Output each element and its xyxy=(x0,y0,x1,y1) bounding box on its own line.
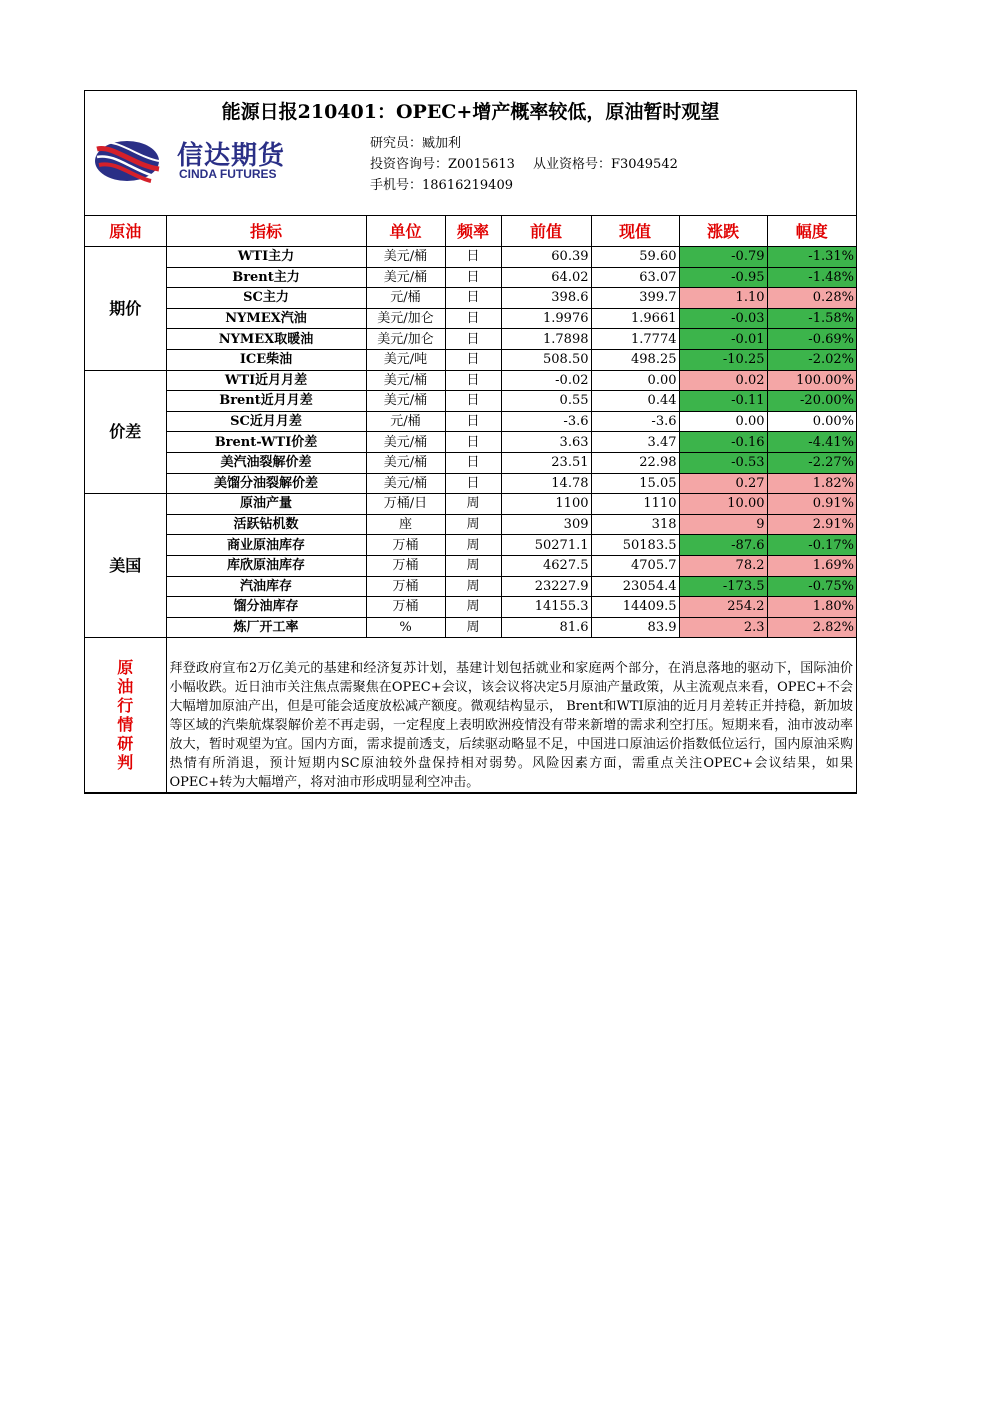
indicator-name: Brent主力 xyxy=(166,267,366,288)
unit-cell: 万桶 xyxy=(366,597,445,618)
frequency-cell: 日 xyxy=(445,473,501,494)
frequency-cell: 日 xyxy=(445,247,501,268)
change-value: 2.3 xyxy=(679,617,767,638)
indicator-name: 商业原油库存 xyxy=(166,535,366,556)
table-header-row xyxy=(85,216,856,247)
indicator-name: SC近月月差 xyxy=(166,411,366,432)
change-percent: 2.82% xyxy=(767,617,856,638)
change-percent: -2.27% xyxy=(767,452,856,473)
unit-cell: 美元/吨 xyxy=(366,349,445,370)
current-value: 22.98 xyxy=(591,452,679,473)
table-row xyxy=(85,349,856,370)
frequency-cell: 周 xyxy=(445,617,501,638)
change-percent: 0.28% xyxy=(767,288,856,309)
change-value: 1.10 xyxy=(679,288,767,309)
change-percent: -1.31% xyxy=(767,247,856,268)
frequency-cell: 日 xyxy=(445,308,501,329)
change-percent: 100.00% xyxy=(767,370,856,391)
table-row xyxy=(85,535,856,556)
change-percent: -0.17% xyxy=(767,535,856,556)
table-row xyxy=(85,597,856,618)
researcher-line: 研究员：臧加利 xyxy=(370,136,462,151)
table-row xyxy=(85,494,856,515)
company-logo xyxy=(93,135,303,185)
change-value: 0.27 xyxy=(679,473,767,494)
table-row xyxy=(85,329,856,350)
indicator-name: 原油产量 xyxy=(166,494,366,515)
previous-value: 1.7898 xyxy=(501,329,591,350)
indicator-name: SC主力 xyxy=(166,288,366,309)
previous-value: 1100 xyxy=(501,494,591,515)
table-row xyxy=(85,555,856,576)
change-value: -0.95 xyxy=(679,267,767,288)
analysis-text: 拜登政府宣布2万亿美元的基建和经济复苏计划，基建计划包括就业和家庭两个部分，在消息落地的驱动下，国际油价小幅收跌。近日油市关注焦点需聚焦在OPEC+会议，该会议将决定5月原油产量政策，从主流观点来看，OPEC+不会大幅增加原油产出，但是可能会适度放松减产额度。微观结构显示， Brent和WTI原油的近月月差转正并持稳，新加坡等区域的汽柴航煤裂解价差不再走弱，一定程度上表明欧洲疫情没有带来新增的需求利空打压。短期来看，油市波动率放大，暂时观望为宜。国内方面，需求提前透支，后续驱动略显不足，中国进口原油运价指数低位运行，国内原油采购热情有所消退，预计短期内SC原油较外盘保持相对弱势。风险因素方面，需重点关注OPEC+会议结果，如果OPEC+转为大幅增产，将对油市形成明显利空冲击。 xyxy=(166,638,856,793)
report-title: 能源日报210401：OPEC+增产概率较低，原油暂时观望 xyxy=(221,101,720,123)
frequency-cell: 日 xyxy=(445,267,501,288)
indicator-name: ICE柴油 xyxy=(166,349,366,370)
current-value: 63.07 xyxy=(591,267,679,288)
previous-value: 398.6 xyxy=(501,288,591,309)
change-value: -0.03 xyxy=(679,308,767,329)
change-percent: -4.41% xyxy=(767,432,856,453)
unit-cell: 万桶 xyxy=(366,576,445,597)
unit-cell: 美元/桶 xyxy=(366,247,445,268)
indicator-name: NYMEX取暖油 xyxy=(166,329,366,350)
logo-text-cn: 信达期货 xyxy=(177,141,286,171)
frequency-cell: 日 xyxy=(445,411,501,432)
current-value: -3.6 xyxy=(591,411,679,432)
change-value: -87.6 xyxy=(679,535,767,556)
column-header: 单位 xyxy=(366,216,445,247)
previous-value: -3.6 xyxy=(501,411,591,432)
cinda-logo-icon xyxy=(93,135,163,185)
change-value: 9 xyxy=(679,514,767,535)
unit-cell: 美元/加仑 xyxy=(366,329,445,350)
frequency-cell: 日 xyxy=(445,288,501,309)
change-value: 0.00 xyxy=(679,411,767,432)
change-value: -0.16 xyxy=(679,432,767,453)
frequency-cell: 日 xyxy=(445,452,501,473)
change-percent: -0.69% xyxy=(767,329,856,350)
frequency-cell: 日 xyxy=(445,349,501,370)
table-row xyxy=(85,473,856,494)
indicator-name: 库欣原油库存 xyxy=(166,555,366,576)
frequency-cell: 日 xyxy=(445,432,501,453)
previous-value: 14.78 xyxy=(501,473,591,494)
change-value: -0.01 xyxy=(679,329,767,350)
previous-value: 3.63 xyxy=(501,432,591,453)
change-percent: -20.00% xyxy=(767,391,856,412)
change-percent: 1.80% xyxy=(767,597,856,618)
previous-value: 81.6 xyxy=(501,617,591,638)
qualification-number: 从业资格号：F3049542 xyxy=(532,157,678,172)
current-value: 3.47 xyxy=(591,432,679,453)
column-header: 原油 xyxy=(85,216,166,247)
unit-cell: 万桶 xyxy=(366,555,445,576)
column-header: 幅度 xyxy=(767,216,856,247)
change-value: -173.5 xyxy=(679,576,767,597)
previous-value: 4627.5 xyxy=(501,555,591,576)
report-sheet xyxy=(84,90,857,794)
table-row xyxy=(85,247,856,268)
frequency-cell: 周 xyxy=(445,576,501,597)
current-value: 14409.5 xyxy=(591,597,679,618)
current-value: 15.05 xyxy=(591,473,679,494)
indicator-name: WTI主力 xyxy=(166,247,366,268)
unit-cell: 座 xyxy=(366,514,445,535)
change-percent: 1.82% xyxy=(767,473,856,494)
change-value: 254.2 xyxy=(679,597,767,618)
table-row xyxy=(85,288,856,309)
change-value: -10.25 xyxy=(679,349,767,370)
unit-cell: 元/桶 xyxy=(366,288,445,309)
current-value: 1110 xyxy=(591,494,679,515)
table-row xyxy=(85,452,856,473)
report-header xyxy=(85,91,856,216)
change-value: 0.02 xyxy=(679,370,767,391)
analysis-label-char: 油 xyxy=(117,677,134,697)
phone-line: 手机号：18616219409 xyxy=(370,178,513,193)
table-row xyxy=(85,514,856,535)
analysis-label-char: 研 xyxy=(117,734,134,754)
frequency-cell: 周 xyxy=(445,597,501,618)
license-line xyxy=(370,154,678,175)
logo-text-en: CINDA FUTURES xyxy=(179,167,277,181)
table-row xyxy=(85,267,856,288)
change-percent: 0.91% xyxy=(767,494,856,515)
change-value: 10.00 xyxy=(679,494,767,515)
current-value: 83.9 xyxy=(591,617,679,638)
table-row xyxy=(85,370,856,391)
column-header: 现值 xyxy=(591,216,679,247)
analysis-label-char: 情 xyxy=(117,715,134,735)
frequency-cell: 周 xyxy=(445,494,501,515)
indicator-name: NYMEX汽油 xyxy=(166,308,366,329)
table-row xyxy=(85,432,856,453)
unit-cell: 美元/桶 xyxy=(366,370,445,391)
group-label: 期价 xyxy=(85,247,166,371)
current-value: 59.60 xyxy=(591,247,679,268)
analysis-label xyxy=(85,638,166,793)
change-percent: -2.02% xyxy=(767,349,856,370)
unit-cell: 美元/桶 xyxy=(366,267,445,288)
column-header: 前值 xyxy=(501,216,591,247)
author-info xyxy=(370,133,678,196)
group-label: 价差 xyxy=(85,370,166,494)
current-value: 318 xyxy=(591,514,679,535)
indicator-name: 馏分油库存 xyxy=(166,597,366,618)
previous-value: 508.50 xyxy=(501,349,591,370)
current-value: 399.7 xyxy=(591,288,679,309)
indicator-name: 汽油库存 xyxy=(166,576,366,597)
previous-value: 309 xyxy=(501,514,591,535)
current-value: 0.00 xyxy=(591,370,679,391)
change-percent: -1.58% xyxy=(767,308,856,329)
current-value: 1.9661 xyxy=(591,308,679,329)
indicator-name: 美汽油裂解价差 xyxy=(166,452,366,473)
unit-cell: % xyxy=(366,617,445,638)
consult-number: 投资咨询号：Z0015613 xyxy=(370,157,515,172)
previous-value: -0.02 xyxy=(501,370,591,391)
previous-value: 23227.9 xyxy=(501,576,591,597)
current-value: 0.44 xyxy=(591,391,679,412)
indicator-name: 活跃钻机数 xyxy=(166,514,366,535)
previous-value: 1.9976 xyxy=(501,308,591,329)
current-value: 23054.4 xyxy=(591,576,679,597)
previous-value: 0.55 xyxy=(501,391,591,412)
previous-value: 14155.3 xyxy=(501,597,591,618)
previous-value: 64.02 xyxy=(501,267,591,288)
unit-cell: 万桶 xyxy=(366,535,445,556)
analysis-label-char: 判 xyxy=(117,753,134,773)
unit-cell: 美元/桶 xyxy=(366,452,445,473)
table-row xyxy=(85,411,856,432)
unit-cell: 美元/加仑 xyxy=(366,308,445,329)
column-header: 频率 xyxy=(445,216,501,247)
change-value: 78.2 xyxy=(679,555,767,576)
indicator-table xyxy=(85,216,856,793)
current-value: 498.25 xyxy=(591,349,679,370)
change-percent: 1.69% xyxy=(767,555,856,576)
group-label: 美国 xyxy=(85,494,166,638)
frequency-cell: 周 xyxy=(445,514,501,535)
current-value: 4705.7 xyxy=(591,555,679,576)
frequency-cell: 日 xyxy=(445,329,501,350)
indicator-name: WTI近月月差 xyxy=(166,370,366,391)
frequency-cell: 周 xyxy=(445,555,501,576)
frequency-cell: 周 xyxy=(445,535,501,556)
previous-value: 50271.1 xyxy=(501,535,591,556)
frequency-cell: 日 xyxy=(445,370,501,391)
column-header: 涨跌 xyxy=(679,216,767,247)
indicator-name: Brent近月月差 xyxy=(166,391,366,412)
unit-cell: 元/桶 xyxy=(366,411,445,432)
analysis-label-char: 原 xyxy=(117,658,134,678)
change-value: -0.53 xyxy=(679,452,767,473)
current-value: 50183.5 xyxy=(591,535,679,556)
current-value: 1.7774 xyxy=(591,329,679,350)
previous-value: 23.51 xyxy=(501,452,591,473)
change-percent: -0.75% xyxy=(767,576,856,597)
table-row xyxy=(85,617,856,638)
column-header: 指标 xyxy=(166,216,366,247)
indicator-name: 炼厂开工率 xyxy=(166,617,366,638)
unit-cell: 美元/桶 xyxy=(366,391,445,412)
frequency-cell: 日 xyxy=(445,391,501,412)
change-value: -0.11 xyxy=(679,391,767,412)
indicator-name: Brent-WTI价差 xyxy=(166,432,366,453)
change-value: -0.79 xyxy=(679,247,767,268)
table-row xyxy=(85,576,856,597)
table-row xyxy=(85,391,856,412)
previous-value: 60.39 xyxy=(501,247,591,268)
analysis-label-char: 行 xyxy=(117,696,134,716)
analysis-row xyxy=(85,638,856,793)
unit-cell: 美元/桶 xyxy=(366,432,445,453)
change-percent: -1.48% xyxy=(767,267,856,288)
table-row xyxy=(85,308,856,329)
change-percent: 0.00% xyxy=(767,411,856,432)
unit-cell: 万桶/日 xyxy=(366,494,445,515)
change-percent: 2.91% xyxy=(767,514,856,535)
indicator-name: 美馏分油裂解价差 xyxy=(166,473,366,494)
unit-cell: 美元/桶 xyxy=(366,473,445,494)
